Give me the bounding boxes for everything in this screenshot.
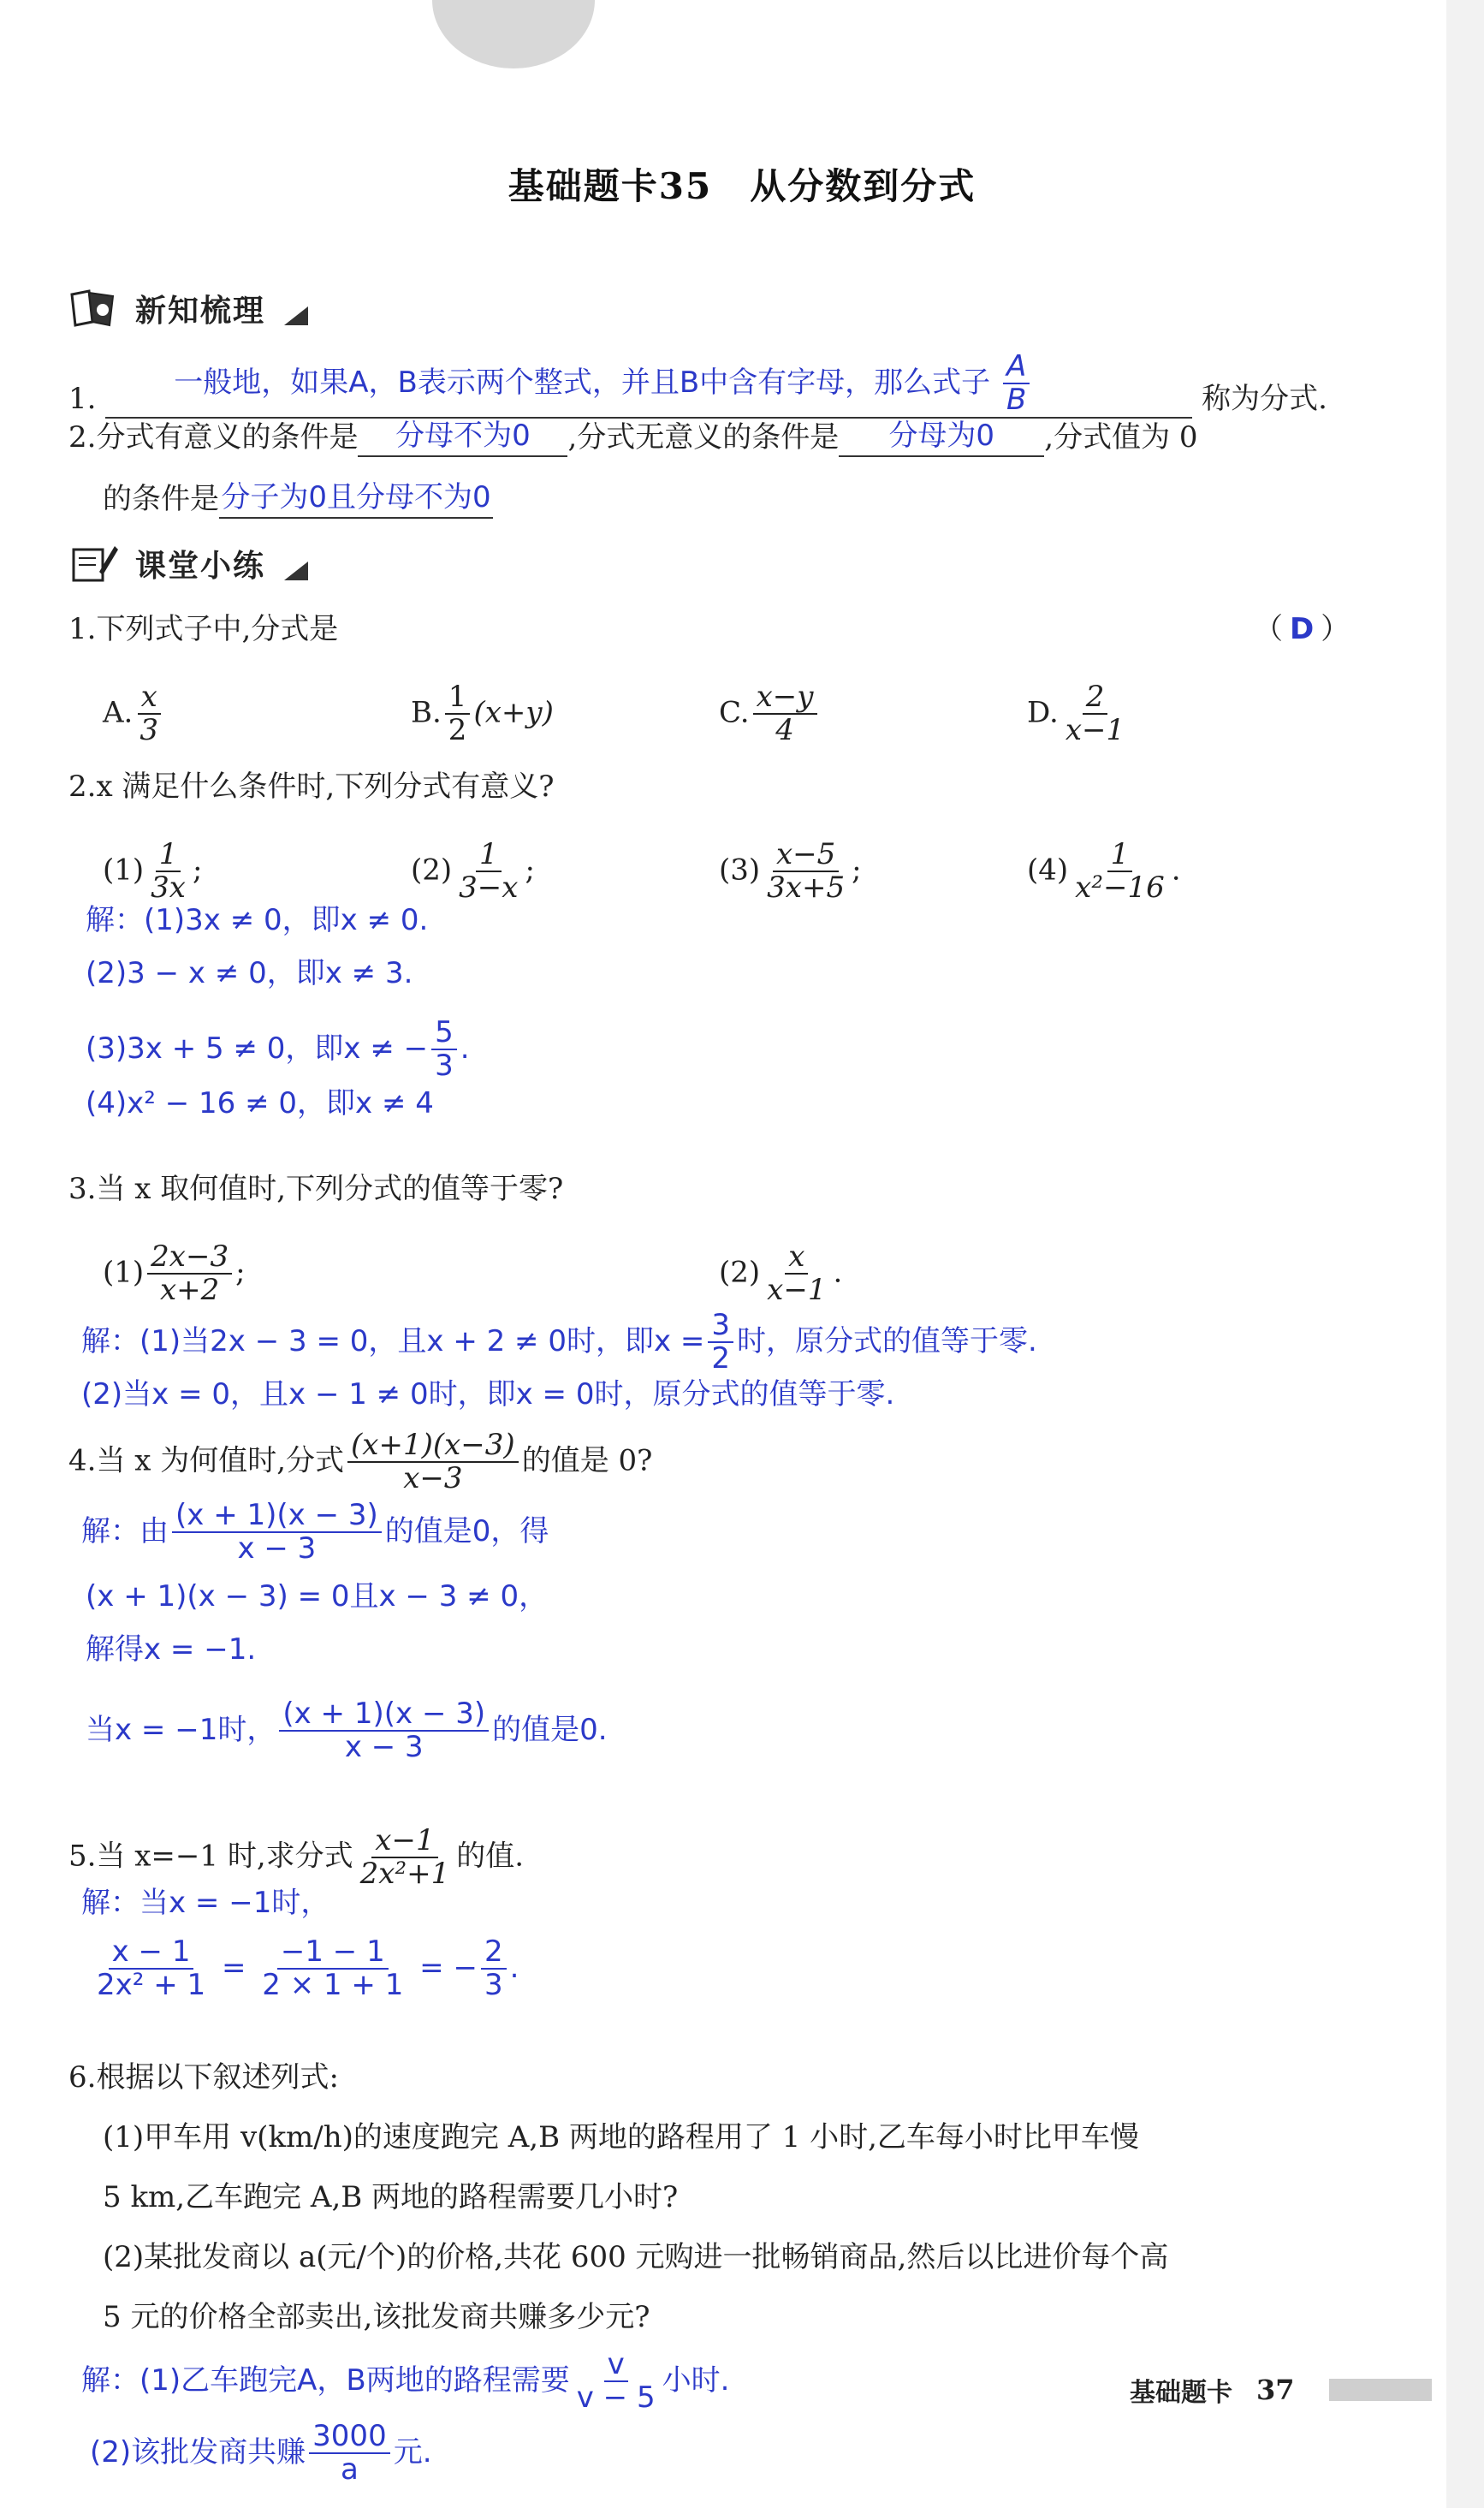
equals: = − [419,1950,478,1985]
section-label: 新知梳理 [135,293,266,329]
solution-2-line-3 [86,1017,470,1083]
fraction: $\frac{x-1}{\text{2x²+1}}$ [359,1823,450,1892]
item-text: 2.分式有意义的条件是 [68,420,359,455]
punct: ; [852,853,862,888]
problem-2-item-1 [103,839,202,905]
problem-6-stem: 6.根据以下叙述列式: [68,2060,339,2095]
solution-text: 解：(1)当2x − 3 = 0，且x + 2 ≠ 0时，即x = [81,1323,705,1358]
fraction: $\frac{3000}{a}$ [309,2421,390,2487]
footer-label: 基础题卡 [1130,2378,1232,2408]
stem-text: 的值. [456,1839,525,1874]
paren: ） [1321,612,1350,646]
solution-5-line-1: 解：当x = −1时， [81,1886,330,1920]
problem-1-stem: 1.下列式子中,分式是 [68,612,339,646]
knowledge-item-1 [68,351,1327,419]
item-label: (2) [719,1255,761,1290]
option-c [719,681,821,747]
option-label: C. [719,695,750,730]
page-title: 基础题卡35 从分数到分式 [508,165,976,207]
solution-text: 解：由 [81,1513,169,1548]
solution-text: 解：(1)乙车跑完A，B两地的路程需要 [81,2362,570,2398]
problem-3-stem: 3.当 x 取何值时,下列分式的值等于零? [68,1172,564,1206]
punct: . [833,1255,843,1290]
section-header-new-knowledge [68,282,308,334]
fraction: $\frac{1}{2}$ [445,681,471,747]
fraction: $\frac{x}{3}$ [136,681,162,747]
answer-blank-2b: 分母为0 [839,416,1044,457]
footer-bar [1329,2379,1432,2401]
item-label: (3) [719,853,761,888]
solution-4-line-4 [86,1698,608,1764]
solution-2-line-4: (4)x² − 16 ≠ 0，即x ≠ 4 [86,1086,434,1120]
fraction: $\frac{x - 1}{\text{2x² + 1}}$ [97,1934,206,2003]
item-number: 1. [68,381,97,416]
item-suffix: 称为分式. [1202,381,1327,416]
section-header-class-practice [68,538,308,589]
option-label: B. [411,695,442,730]
item-label: (4) [1027,853,1069,888]
solution-text: 的值是0. [492,1712,608,1747]
option-a [103,681,165,747]
solution-4-line-3: 解得x = −1. [86,1632,257,1667]
page-number: 37 [1256,2374,1295,2406]
stem-text: 5.当 x=−1 时,求分式 [68,1839,353,1874]
option-d [1027,681,1131,747]
option-label: D. [1027,695,1059,730]
fraction: $\frac{3}{2}$ [708,1310,733,1376]
equals: = [221,1950,246,1985]
problem-6-line-3: (2)某批发商以 a(元/个)的价格,共花 600 元购进一批畅销商品,然后以比进价每个高 [103,2240,1169,2274]
punct: ; [525,853,535,888]
solution-4-line-2: (x + 1)(x − 3) = 0且x − 3 ≠ 0， [86,1579,549,1614]
fraction: $\frac{x-5}{3x+5}$ [767,837,846,906]
problem-5-stem [68,1825,524,1891]
solution-text: (2)该批发商共赚 [90,2434,306,2469]
solution-6-line-1 [81,2349,729,2415]
knowledge-item-2 [68,416,1198,457]
punct: . [509,1950,519,1985]
notebook-pen-icon [68,543,120,584]
fraction: $\frac{x}{x-1}$ [767,1239,827,1308]
punct: ; [235,1255,246,1290]
fraction: $\frac{5}{3}$ [431,1017,457,1083]
solution-5-line-2 [90,1936,519,2002]
solution-3-line-2: (2)当x = 0，且x − 1 ≠ 0时，即x = 0时，原分式的值等于零. [81,1377,895,1411]
solution-4-line-1 [81,1500,549,1566]
answer-blank-2c: 分子为0且分母不为0 [219,478,493,519]
page-footer [1130,2371,1432,2409]
knowledge-item-2-cont [103,478,493,519]
item-text: 的条件是 [103,482,219,516]
item-text: ,分式无意义的条件是 [567,420,840,455]
solution-text: 小时. [662,2362,730,2398]
item-label: (1) [103,853,145,888]
solution-text: 元. [393,2434,432,2469]
problem-6-line-2: 5 km,乙车跑完 A,B 两地的路程需要几小时? [103,2180,679,2214]
stem-text: 4.当 x 为何值时,分式 [68,1443,345,1478]
solution-2-line-1: 解：(1)3x ≠ 0，即x ≠ 0. [86,903,429,937]
problem-6-line-4: 5 元的价格全部卖出,该批发商共赚多少元? [103,2300,650,2334]
punct: ; [192,853,203,888]
solution-6-line-2 [90,2421,432,2487]
problem-3-item-2 [719,1241,842,1307]
option-b [411,681,554,747]
problem-2-item-2 [411,839,535,905]
fraction: $\frac{(x+1)(x-3)}{x-3}$ [347,1429,519,1495]
books-icon [68,288,120,329]
item-label: (2) [411,853,453,888]
option-tail: (x+y) [473,695,554,730]
top-tab-decoration [432,0,595,68]
solution-2-line-2: (2)3 − x ≠ 0，即x ≠ 3. [86,956,413,990]
problem-1-answer-bracket [1254,609,1350,649]
fraction: $\frac{(x + 1)(x - 3)}{x - 3}$ [172,1500,382,1566]
answer-blank-1 [105,351,1192,419]
section-label: 课堂小练 [135,548,266,584]
fraction: $\frac{(x + 1)(x - 3)}{x - 3}$ [279,1698,489,1764]
fraction: $\frac{2}{x-1}$ [1065,680,1125,748]
fraction: $\frac{-1 - 1}{2 \times 1 + 1}$ [262,1934,404,2003]
solution-text: 的值是0，得 [384,1513,549,1548]
solution-text: 时，原分式的值等于零. [737,1323,1037,1358]
stem-text: 的值是 0? [521,1443,653,1478]
problem-3-item-1 [103,1241,246,1307]
problem-2-item-4 [1027,839,1181,905]
item-text: ,分式值为 0 [1044,420,1198,455]
fraction-a-over-b: $\frac{A}{B}$ [1003,351,1030,417]
fraction: $\frac{1}{3x}$ [151,837,186,906]
fraction: $\frac{v}{v - 5}$ [576,2347,656,2416]
punct: . [1171,853,1181,888]
page-edge-shade [1446,0,1484,2508]
triangle-marker-icon [284,562,308,580]
answer-text: 一般地，如果A，B表示两个整式，并且B中含有字母，那么式子 [174,365,991,400]
paren: （ [1254,612,1283,646]
problem-6-line-1: (1)甲车用 v(km/h)的速度跑完 A,B 两地的路程用了 1 小时,乙车每小时比甲车慢 [103,2120,1139,2154]
solution-3-line-1 [81,1310,1037,1376]
answer-blank-2a: 分母不为0 [358,416,567,457]
option-label: A. [103,695,134,730]
fraction: $\frac{2}{3}$ [481,1936,507,2002]
solution-text: 当x = −1时， [86,1712,276,1747]
problem-2-item-3 [719,839,862,905]
problem-4-stem [68,1429,652,1495]
choice-answer: D [1290,612,1315,646]
fraction: $\frac{1}{3-x}$ [459,837,519,906]
fraction: $\frac{2x-3}{x+2}$ [147,1241,232,1307]
problem-2-stem: 2.x 满足什么条件时,下列分式有意义? [68,770,555,804]
fraction: $\frac{1}{\text{x²−16}}$ [1075,837,1165,906]
triangle-marker-icon [284,306,308,325]
item-label: (1) [103,1255,145,1290]
fraction: $\frac{x-y}{4}$ [753,681,817,747]
punct: . [460,1031,470,1066]
solution-text: (3)3x + 5 ≠ 0，即x ≠ − [86,1031,429,1066]
